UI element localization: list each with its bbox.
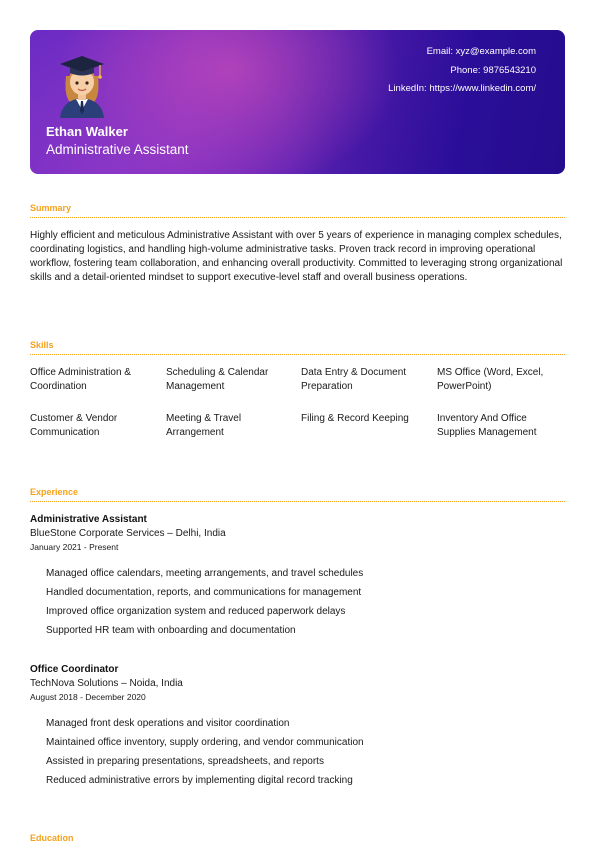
summary-heading: Summary	[30, 203, 565, 218]
job-bullet: Maintained office inventory, supply ordering, and vendor communication	[46, 737, 364, 748]
skills-heading: Skills	[30, 340, 565, 355]
skill-item: MS Office (Word, Excel, PowerPoint)	[437, 367, 544, 392]
linkedin-link[interactable]: https://www.linkedin.com/	[429, 83, 536, 94]
job-dates: January 2021 - Present	[30, 542, 119, 552]
email-link[interactable]: xyz@example.com	[455, 46, 536, 57]
candidate-name: Ethan Walker	[46, 124, 128, 139]
experience-heading: Experience	[30, 487, 565, 502]
skill-item: Customer & Vendor Communication	[30, 413, 118, 438]
job-bullet: Assisted in preparing presentations, spreadsheets, and reports	[46, 756, 324, 767]
contact-phone	[450, 65, 536, 76]
skill-item: Scheduling & Calendar Management	[166, 367, 269, 392]
summary-text: Highly efficient and meticulous Administrative Assistant with over 5 years of experience in managing complex schedules, coordinating logistics, and handling high-volume administrative tasks. Proven track record in improving operational workflow, fostering team collaboration, and enhancing overall productivity. Committed to leveraging strong organizational skills and a detail-oriented mindset to support executive-level staff and overall business operations.	[30, 230, 563, 283]
job-title: Office Coordinator	[30, 664, 119, 675]
job-bullet: Reduced administrative errors by implementing digital record tracking	[46, 775, 353, 786]
job-bullet: Managed office calendars, meeting arrangements, and travel schedules	[46, 568, 364, 579]
job-bullet: Handled documentation, reports, and communications for management	[46, 587, 362, 598]
job-bullet: Improved office organization system and reduced paperwork delays	[46, 606, 346, 617]
phone-label: Phone:	[450, 65, 481, 76]
linkedin-label: LinkedIn:	[388, 83, 427, 94]
education-heading: Education	[30, 833, 74, 843]
profile-header	[30, 30, 565, 174]
phone-value[interactable]: 9876543210	[483, 65, 536, 76]
job-company: TechNova Solutions – Noida, India	[30, 678, 183, 689]
contact-email	[427, 46, 536, 57]
skill-item: Inventory And Office Supplies Management	[437, 413, 537, 438]
job-dates: August 2018 - December 2020	[30, 692, 146, 702]
job-title: Administrative Assistant	[30, 514, 147, 525]
graduate-avatar-icon	[52, 48, 112, 118]
contact-linkedin	[388, 83, 536, 94]
job-company: BlueStone Corporate Services – Delhi, India	[30, 528, 226, 539]
email-label: Email:	[426, 46, 453, 57]
candidate-title: Administrative Assistant	[46, 142, 189, 157]
job-bullet: Managed front desk operations and visitor coordination	[46, 718, 290, 729]
skill-item: Meeting & Travel Arrangement	[166, 413, 242, 438]
job-bullet: Supported HR team with onboarding and documentation	[46, 625, 296, 636]
skill-item: Filing & Record Keeping	[301, 413, 409, 424]
skill-item: Office Administration & Coordination	[30, 367, 131, 392]
skill-item: Data Entry & Document Preparation	[301, 367, 407, 392]
